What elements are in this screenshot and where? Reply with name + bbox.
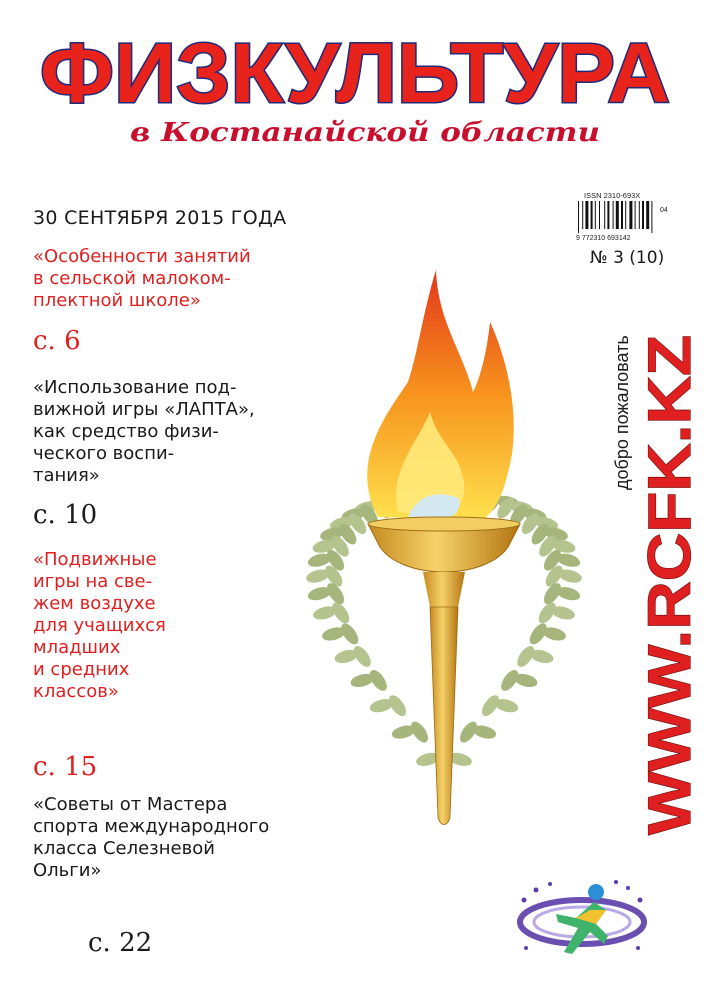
issue-number: № 3 (10) [590,248,665,268]
article-1-title: «Особенности занятий в сельской малоком- плектной школе» [33,246,251,311]
article-3-title: «Подвижные игры на све- жем воздухе для учащихся младших и средних классов» [33,549,166,702]
magazine-subtitle: в Костанайской области [130,118,600,142]
article-4-page: с. 22 [88,928,153,958]
barcode [574,190,674,242]
barcode-number: 9 772310 693142 [576,235,631,242]
article-2-title: «Использование под- вижной игры «ЛАПТА», как средство физи- ческого воспи- тания» [33,377,255,486]
torch-icon [258,262,630,832]
website-welcome: добро пожаловать [612,335,632,490]
article-1-page: с. 6 [33,326,81,356]
magazine-title: ФИЗКУЛЬТУРА [40,26,670,120]
article-4-title: «Советы от Мастера спорта международного класса Селезневой Ольги» [33,794,270,881]
issn-label: ISSN 2310-693X [584,191,641,200]
website-url: WWW.RCFK.KZ [636,388,703,835]
article-3-page: с. 15 [33,752,98,782]
website-banner [598,330,708,840]
issue-date: 30 СЕНТЯБРЯ 2015 ГОДА [33,207,287,229]
barcode-addon: 04 [660,207,668,214]
masthead [0,22,711,142]
article-2-page: с. 10 [33,500,98,530]
runner-logo-icon [512,870,652,980]
